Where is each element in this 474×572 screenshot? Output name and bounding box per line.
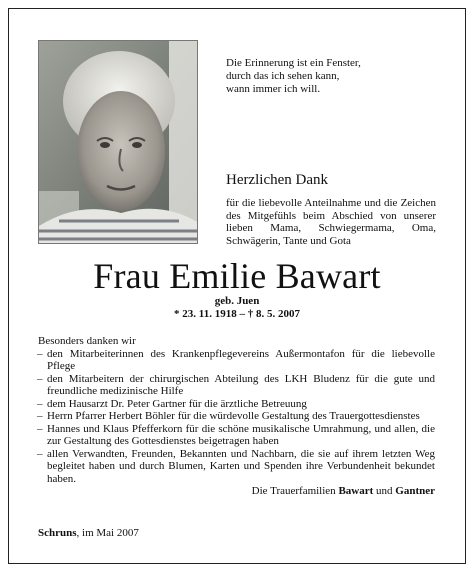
family-name: Bawart (338, 485, 374, 497)
thanks-text: für die liebevolle Anteilnahme und die Zeichen des Mitgefühls beim Abschied von unserer lieben Mama, Schwiegermama, Oma, Schwägerin, Tante und Gota (226, 197, 436, 247)
place-date-text: , im Mai 2007 (76, 527, 139, 539)
birth-name: geb. Juen (214, 295, 260, 307)
list-item: – den Mitarbeiterinnen des Krankenpflegevereins Außermontafon für die liebevolle Pflege (38, 348, 435, 373)
quote-line: wann immer ich will. (226, 83, 321, 95)
family-name: Gantner (395, 485, 435, 497)
acknowledgements (38, 335, 435, 485)
place-date (38, 527, 139, 539)
acknowledgements-list (38, 348, 435, 486)
acknowledgements-intro: Besonders danken wir (38, 335, 136, 347)
memorial-quote (226, 57, 446, 96)
list-item: – Hannes und Klaus Pfefferkorn für die schöne musikalische Umrahmung, und allen, die zur Gestaltung des Gottesdienstes beigetragen haben (38, 423, 435, 448)
signoff-prefix: Die Trauerfamilien (251, 485, 336, 497)
signoff-conjunction: und (376, 485, 393, 497)
life-dates: * 23. 11. 1918 – † 8. 5. 2007 (174, 308, 300, 320)
deceased-name: Frau Emilie Bawart (93, 256, 381, 296)
quote-line: Die Erinnerung ist ein Fenster, (226, 57, 361, 69)
list-item: – den Mitarbeitern der chirurgischen Abteilung des LKH Bludenz für die gute und freundliche medizinische Hilfe (38, 373, 435, 398)
list-item: – dem Hausarzt Dr. Peter Gartner für die ärztliche Betreuung (38, 398, 435, 411)
list-item: – Herrn Pfarrer Herbert Böhler für die würdevolle Gestaltung des Trauergottesdienstes (38, 410, 435, 423)
quote-line: durch das ich sehen kann, (226, 70, 340, 82)
signoff (200, 485, 435, 497)
thanks-heading: Herzlichen Dank (226, 172, 329, 188)
portrait-photo (38, 40, 198, 244)
list-item: – allen Verwandten, Freunden, Bekannten und Nachbarn, die sie auf ihrem letzten Weg begleitet haben und durch Blumen, Karten und Spenden ihre Verbundenheit bekundet haben. (38, 448, 435, 486)
place-town: Schruns (38, 527, 77, 539)
